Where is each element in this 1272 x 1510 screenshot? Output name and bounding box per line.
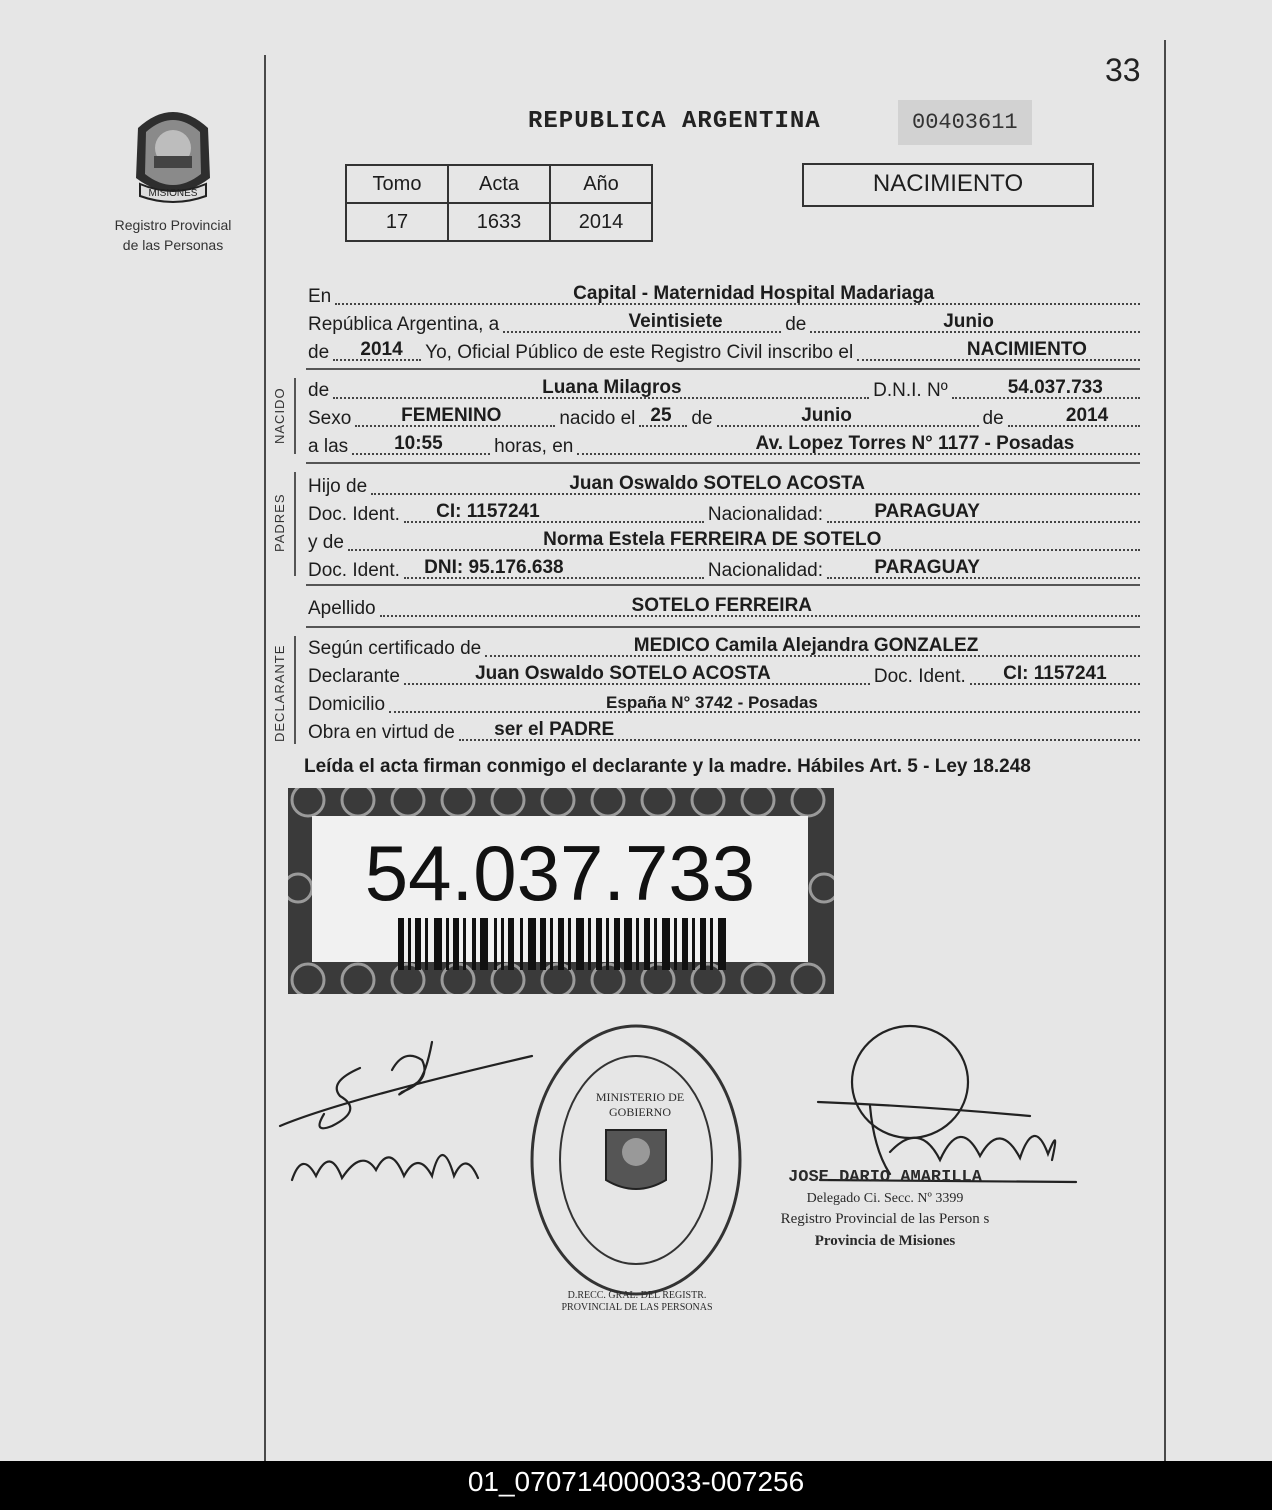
logo-caption-2: de las Personas (122, 237, 224, 253)
value-madre-doc: DNI: 95.176.638 (424, 557, 564, 578)
tomo-value: 17 (346, 203, 448, 241)
label-apellido: Apellido (308, 598, 376, 619)
logo-caption-1: Registro Provincial (114, 217, 232, 233)
declarante-signature-icon (272, 1030, 552, 1200)
official-province: Provincia de Misiones (814, 1233, 956, 1249)
official-signature-icon (790, 1020, 1080, 1190)
value-declarante: Juan Oswaldo SOTELO ACOSTA (475, 663, 771, 684)
dni-number: 54.037.733 (364, 829, 756, 917)
value-lugar-inscripcion: Capital - Maternidad Hospital Madariaga (573, 283, 935, 304)
label-doc-ident-2: Doc. Ident. (308, 560, 400, 581)
label-de-2: de (308, 342, 330, 363)
label-dni: D.N.I. Nº (873, 380, 948, 401)
official-name: JOSE DARIO AMARILLA (788, 1168, 982, 1187)
label-de-4: de (982, 408, 1004, 429)
serial-number: 00403611 (898, 100, 1032, 145)
label-doc-ident: Doc. Ident. (308, 504, 400, 525)
line-inscribo (308, 336, 1140, 364)
dni-label (312, 816, 808, 962)
label-declarante: Declarante (308, 666, 400, 687)
right-margin-line (1164, 40, 1166, 1461)
value-madre: Norma Estela FERREIRA DE SOTELO (543, 529, 882, 550)
page-title: REPUBLICA ARGENTINA (528, 108, 821, 135)
value-nac-anio: 2014 (1065, 405, 1109, 426)
value-madre-nacionalidad: PARAGUAY (874, 557, 980, 578)
label-y-de: y de (308, 532, 344, 553)
registry-stamp-icon (526, 1020, 746, 1300)
label-republica: República Argentina, a (308, 314, 500, 335)
value-padre-doc: CI: 1157241 (436, 501, 540, 522)
label-de-3: de (691, 408, 713, 429)
value-nombre: Luana Milagros (542, 377, 682, 398)
value-nac-dia: 25 (650, 405, 672, 426)
value-decl-doc: CI: 1157241 (1003, 663, 1107, 684)
label-decl-doc: Doc. Ident. (873, 666, 966, 687)
barcode-icon (398, 918, 728, 970)
label-segun: Según certificado de (308, 638, 482, 659)
value-hora: 10:55 (394, 433, 443, 454)
section-label-nacido: NACIDO (272, 387, 287, 444)
seal-bottom-text: MISIONES (148, 188, 198, 199)
label-horas-en: horas, en (494, 436, 574, 457)
registry-table (345, 164, 653, 242)
label-domicilio: Domicilio (308, 694, 386, 715)
registry-value-row (346, 203, 652, 241)
official-title: Delegado Ci. Secc. Nº 3399 (806, 1191, 964, 1206)
label-en: En (308, 286, 332, 307)
dni-sticker (288, 788, 834, 994)
value-sexo: FEMENINO (401, 405, 502, 426)
label-obra: Obra en virtud de (308, 722, 455, 743)
section-label-declarante: DECLARANTE (272, 644, 287, 742)
value-nac-mes: Junio (801, 405, 852, 426)
left-margin-line (264, 55, 266, 1461)
anio-header: Año (550, 165, 652, 203)
province-seal-icon (118, 98, 228, 208)
anio-value: 2014 (550, 203, 652, 241)
label-a-las: a las (308, 436, 349, 457)
label-nacionalidad: Nacionalidad: (707, 504, 824, 525)
line-madre-doc (308, 554, 1140, 582)
reading-note: Leída el acta firman conmigo el declarante y la madre. Hábiles Art. 5 - Ley 18.248 (304, 756, 1031, 777)
nacido-bar (294, 378, 296, 454)
rule-3 (306, 584, 1140, 586)
value-obra: ser el PADRE (494, 719, 615, 740)
value-dia: Veintisiete (628, 311, 723, 332)
value-padre: Juan Oswaldo SOTELO ACOSTA (569, 473, 865, 494)
acta-value: 1633 (448, 203, 550, 241)
label-nacido-el: nacido el (559, 408, 636, 429)
stamp-ring-text: D.RECC. GRAL. DEL REGISTR. PROVINCIAL DE LAS PERSONAS (561, 1290, 713, 1313)
stamp-inner-text: MINISTERIO DE GOBIERNO (595, 1090, 685, 1119)
line-apellido (308, 592, 1140, 620)
value-certificado: MEDICO Camila Alejandra GONZALEZ (633, 635, 979, 656)
value-lugar-nacimiento: Av. Lopez Torres N° 1177 - Posadas (755, 433, 1075, 454)
footer-id: 01_070714000033-007256 (0, 1461, 1272, 1510)
label-nacido-de: de (308, 380, 330, 401)
official-office: Registro Provincial de las Person s (780, 1211, 990, 1227)
record-type: NACIMIENTO (802, 163, 1094, 207)
label-de: de (785, 314, 807, 335)
section-label-padres: PADRES (272, 493, 287, 552)
rule-2 (306, 462, 1140, 464)
label-nacionalidad-2: Nacionalidad: (707, 560, 824, 581)
value-inscribo: NACIMIENTO (966, 339, 1087, 360)
label-sexo: Sexo (308, 408, 352, 429)
label-yo: Yo, Oficial Público de este Registro Civil inscribo el (425, 342, 854, 363)
value-anio: 2014 (360, 339, 403, 360)
line-hora (308, 430, 1140, 458)
value-dni: 54.037.733 (1007, 377, 1103, 398)
acta-header: Acta (448, 165, 550, 203)
value-apellido: SOTELO FERREIRA (631, 595, 813, 616)
declarante-bar (294, 636, 296, 744)
value-domicilio: España N° 3742 - Posadas (606, 693, 818, 712)
tomo-header: Tomo (346, 165, 448, 203)
line-obra (308, 716, 1140, 744)
registry-logo (108, 98, 238, 253)
value-mes: Junio (943, 311, 994, 332)
page-number: 33 (1105, 52, 1141, 88)
value-padre-nacionalidad: PARAGUAY (874, 501, 980, 522)
registry-header-row (346, 165, 652, 203)
padres-bar (294, 472, 296, 576)
label-hijo-de: Hijo de (308, 476, 368, 497)
